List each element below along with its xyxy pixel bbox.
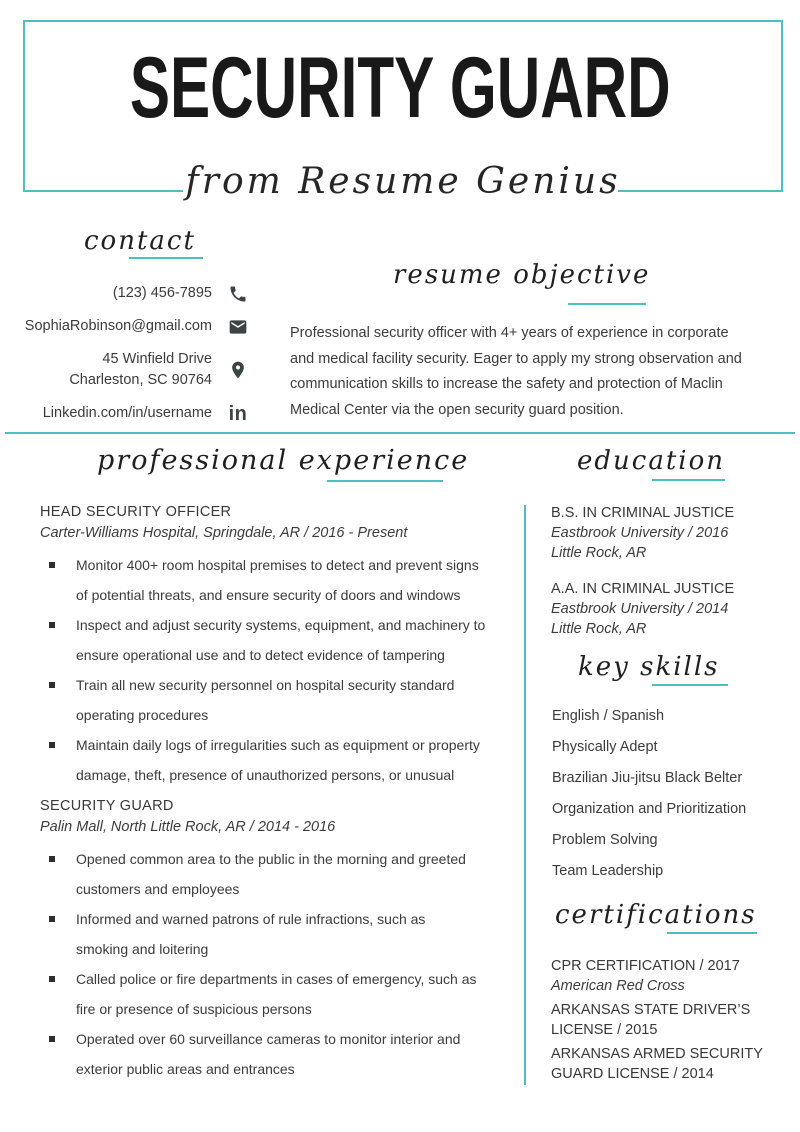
bullet-line: smoking and loitering [76, 941, 209, 957]
bullet-square-icon [49, 682, 55, 688]
objective-line: and medical facility security. Eager to apply my strong observation and [290, 350, 742, 367]
address-line-1: 45 Winfield Drive [102, 351, 212, 367]
job-meta: Palin Mall, North Little Rock, AR / 2014 - 2016 [40, 819, 336, 835]
bullet-line: exterior public areas and entrances [76, 1061, 295, 1077]
bullet-line: of potential threats, and ensure security of doors and windows [76, 587, 461, 603]
postal-address [69, 349, 212, 391]
bullet-square-icon [49, 856, 55, 862]
header-subtitle: from Resume Genius [185, 161, 621, 202]
job-bullets [40, 844, 522, 1084]
certifications-heading: certifications [555, 900, 757, 930]
experience-heading-underline [327, 480, 443, 482]
bullet-line: Operated over 60 surveillance cameras to monitor interior and [76, 1031, 461, 1047]
bullet-item [40, 670, 522, 730]
phone-icon [226, 284, 250, 304]
skill-item: Problem Solving [552, 832, 658, 848]
contact-heading-underline [129, 257, 203, 259]
contact-row-linkedin [30, 403, 250, 424]
email-icon [226, 317, 250, 337]
certification-title: ARKANSAS ARMED SECURITY [551, 1046, 763, 1062]
bullet-square-icon [49, 976, 55, 982]
certifications-list [551, 956, 763, 1088]
certifications-heading-underline [667, 932, 757, 934]
phone-number: (123) 456-7895 [112, 285, 212, 301]
bullet-square-icon [49, 1036, 55, 1042]
objective-line: communication skills to increase the safety and protection of Maclin [290, 376, 723, 392]
key-skills-list [552, 706, 746, 892]
linkedin-icon: in [228, 402, 248, 425]
bullet-line: ensure operational use and to detect evidence of tampering [76, 647, 445, 663]
bullet-line: Inspect and adjust security systems, equipment, and machinery to [76, 617, 486, 633]
key-skills-heading: key skills [578, 652, 720, 682]
job-meta: Carter-Williams Hospital, Springdale, AR / 2016 - Present [40, 525, 408, 541]
location-icon [226, 360, 250, 380]
bullet-line: Train all new security personnel on hospital security standard [76, 677, 455, 693]
bullet-item [40, 1024, 522, 1084]
bullet-item [40, 610, 522, 670]
contact-row-email [24, 316, 250, 337]
certification-org: American Red Cross [551, 978, 685, 994]
experience-heading: professional experience [97, 445, 470, 476]
contact-heading: contact [84, 226, 196, 256]
bullet-line: customers and employees [76, 881, 240, 897]
bullet-line: Monitor 400+ room hospital premises to detect and prevent signs [76, 557, 479, 573]
degree-school: Eastbrook University / 2016 [551, 525, 729, 541]
job-title: HEAD SECURITY OFFICER [40, 504, 232, 520]
bullet-item [40, 730, 522, 790]
objective-heading-underline [568, 303, 646, 305]
certification-item [551, 1000, 763, 1040]
bullet-line: Opened common area to the public in the morning and greeted [76, 851, 466, 867]
skill-item: Organization and Prioritization [552, 801, 747, 817]
bullet-square-icon [49, 562, 55, 568]
objective-heading: resume objective [393, 260, 651, 290]
degree-location: Little Rock, AR [551, 621, 647, 637]
skill-item: Physically Adept [552, 739, 658, 755]
bullet-item [40, 550, 522, 610]
job-title: SECURITY GUARD [40, 798, 174, 814]
education-heading: education [577, 446, 725, 476]
certification-item [551, 956, 763, 996]
bullet-item [40, 904, 522, 964]
certification-item [551, 1044, 763, 1084]
contact-row-address [30, 349, 250, 391]
skill-item: Team Leadership [552, 863, 664, 879]
linkedin-url: Linkedin.com/in/username [42, 405, 212, 421]
degree-item [551, 503, 734, 563]
certification-title: GUARD LICENSE / 2014 [551, 1066, 714, 1082]
skill-item: English / Spanish [552, 708, 665, 724]
education-list [551, 503, 734, 655]
certification-title: LICENSE / 2015 [551, 1022, 658, 1038]
horizontal-divider [5, 432, 795, 434]
degree-item [551, 579, 734, 639]
address-line-2: Charleston, SC 90764 [69, 372, 212, 388]
bullet-line: damage, theft, presence of unauthorized persons, or unusual [76, 767, 455, 783]
certification-title: ARKANSAS STATE DRIVER’S [551, 1002, 751, 1018]
bullet-square-icon [49, 916, 55, 922]
column-divider [524, 505, 526, 1085]
page-title-text: SECURITY GUARD [129, 40, 671, 136]
bullet-item [40, 964, 522, 1024]
email-address: SophiaRobinson@gmail.com [24, 318, 212, 334]
bullet-line: Called police or fire departments in cases of emergency, such as [76, 971, 477, 987]
bullet-line: Informed and warned patrons of rule infractions, such as [76, 911, 426, 927]
degree-location: Little Rock, AR [551, 545, 647, 561]
skill-item: Brazilian Jiu-jitsu Black Belter [552, 770, 743, 786]
objective-line: Medical Center via the open security guard position. [290, 401, 624, 418]
certification-title: CPR CERTIFICATION / 2017 [551, 958, 740, 974]
degree-title: A.A. IN CRIMINAL JUSTICE [551, 581, 735, 597]
bullet-line: operating procedures [76, 707, 209, 723]
bullet-square-icon [49, 622, 55, 628]
objective-line: Professional security officer with 4+ years of experience in corporate [290, 325, 729, 341]
bullet-line: fire or presence of suspicious persons [76, 1001, 312, 1017]
key-skills-heading-underline [652, 684, 728, 686]
job-head-security-officer [40, 502, 522, 790]
education-heading-underline [652, 479, 725, 481]
degree-title: B.S. IN CRIMINAL JUSTICE [551, 505, 735, 521]
degree-school: Eastbrook University / 2014 [551, 601, 729, 617]
bullet-item [40, 844, 522, 904]
job-bullets [40, 550, 522, 790]
contact-row-phone [30, 283, 250, 304]
contact-list [24, 283, 250, 436]
bullet-square-icon [49, 742, 55, 748]
job-security-guard [40, 796, 522, 1084]
objective-text [290, 321, 742, 423]
bullet-line: Maintain daily logs of irregularities such as equipment or property [76, 737, 480, 753]
page-title [0, 40, 800, 136]
